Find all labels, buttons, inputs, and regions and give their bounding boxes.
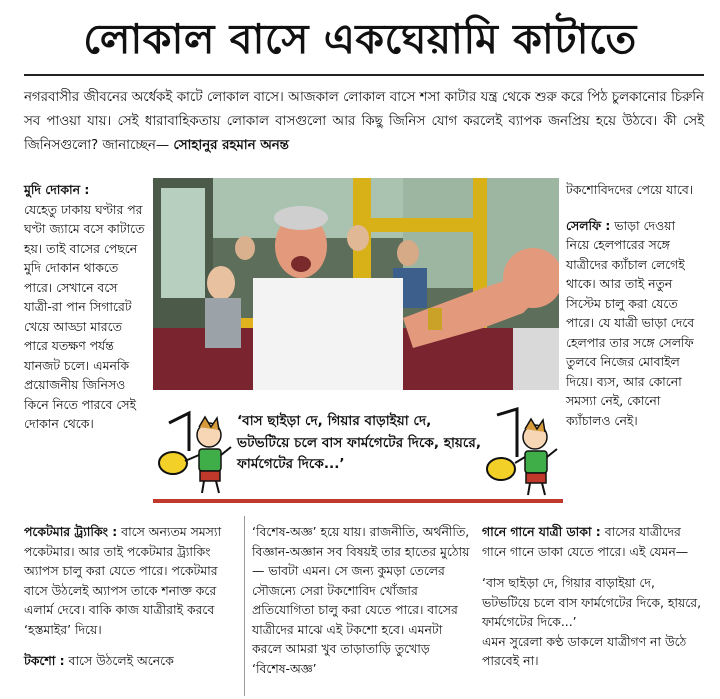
section-body-grocery: যেহেতু ঢাকায় ঘণ্টার পর ঘণ্টা জ্যামে বসে কাটাতে হয়। তাই বাসের পেছনে মুদি দোকান থাকতে পারে। সেখানে বসে যাত্রী-রা পান সিগারেট খেয়ে আড্ডা মারতে পারে যতক্ষণ পর্যন্ত যানজট চলে। এমনকি প্রয়োজনীয় জিনিসও কিনে নিতে পারবে সেই দোকান থেকে। — [24, 201, 145, 431]
section-body-talkshow-start: বাসে উঠলেই অনেকে — [68, 653, 174, 668]
bottom-middle-column — [252, 522, 470, 678]
left-column — [24, 180, 148, 434]
right-column — [566, 180, 698, 430]
pull-quote-text: ‘বাস ছাইড়া দে, গিয়ার বাড়াইয়া দে, ভটভটিয়ে চলে বাস ফার্মগেটের দিকে, হায়রে, ফার্মগেটের দিকে...’ — [237, 413, 482, 472]
section-heading-song: গানে গানে যাত্রী ডাকা : — [482, 524, 601, 539]
cartoon-singer-left-icon — [155, 405, 235, 497]
section-body-talkshow-cont: ‘বিশেষ-অজ্ঞ’ হয়ে যায়। রাজনীতি, অর্থনীতি, বিজ্ঞান-অজ্ঞান সব বিষয়ই তার হাতের মুঠোয়— ভাবটা এমন। সে জন্য কুমড়া তেলের সৌজন্যে সেরা টকশোবিদ খোঁজার প্রতিযোগিতা চালু করা যেতে পারে। বাসের যাত্রীদের মাঝে এই টকশো হবে। এমনটা করলে আমরা খুব তাড়াতাড়ি তুখোড় ‘বিশেষ-অজ্ঞ’ — [252, 524, 470, 676]
headline-rule — [24, 74, 704, 76]
section-heading-talkshow: টকশো : — [24, 653, 65, 668]
bus-photo-image — [153, 178, 559, 390]
cartoon-singer-right-icon — [479, 405, 559, 497]
intro-text: নগরবাসীর জীবনের অর্ধেকই কাটে লোকাল বাসে। আজকাল লোকাল বাসে শসা কাটার যন্ত্র থেকে শুরু করে পিঠ চুলকানোর চিরুনি সব পাওয়া যায়। সেই ধারাবাহিকতায় লোকাল বাসগুলো আর কিছু জিনিস যোগ করলেই ব্যাপক জনপ্রিয় হয়ে উঠবে। কী সেই জিনিসগুলো? জানাচ্ছেন— — [24, 90, 704, 153]
pull-quote-rule — [153, 499, 563, 503]
section-heading-pickpocket: পকেটমার ট্র্যাকিং : — [24, 524, 118, 539]
right-carry-text: টকশোবিদদের পেয়ে যাবে। — [566, 182, 694, 197]
song-quote: ‘বাস ছাইড়া দে, গিয়ার বাড়াইয়া দে, ভটভটিয়ে চলে বাস ফার্মগেটের দিকে, হায়রে, ফার্মগেটের দিকে...’ — [482, 575, 702, 629]
section-heading-selfie: সেলফি : — [566, 217, 611, 233]
bus-interior-photo — [153, 178, 559, 390]
pull-quote-box — [153, 405, 563, 502]
section-body-pickpocket: বাসে অন্যতম সমস্যা পকেটমার। আর তাই পকেটমার ট্র্যাকিং অ্যাপস চালু করা যেতে পারে। পকেটমার বাসে উঠলেই অ্যাপস তাকে শনাক্ত করে এলার্ম দেবে। বাকি কাজ যাত্রীরাই করবে ‘হস্তমাইর’ দিয়ে। — [24, 524, 222, 637]
section-heading-grocery: মুদি দোকান : — [24, 182, 90, 197]
section-body-selfie: ভাড়া দেওয়া নিয়ে হেলপারের সঙ্গে যাত্রীদের ক্যাঁচাল লেগেই থাকে। আর তাই নতুন সিস্টেম চালু করা যেতে পারে। যে যাত্রী ভাড়া দেবে হেলপার তার সঙ্গে সেলফি তুলবে নিজের মোবাইল দিয়ে। ব্যস, আর কোনো সমস্যা নেই, কোনো ক্যাঁচালও নেই। — [566, 217, 695, 428]
headline: লোকাল বাসে একঘেয়ামি কাটাতে — [83, 15, 637, 63]
author-name: সোহানুর রহমান অনন্ত — [173, 138, 289, 153]
bottom-left-column — [24, 522, 242, 671]
song-tail: এমন সুরেলা কণ্ঠ ডাকলে যাত্রীগণ না উঠে পারবেই না। — [482, 633, 687, 668]
bottom-right-column — [482, 522, 704, 671]
column-divider — [244, 516, 245, 696]
intro-paragraph — [24, 86, 704, 158]
section-body-song: বাসের যাত্রীদের গানে গানে ডাকা যেতে পারে। এই যেমন— — [482, 524, 689, 559]
